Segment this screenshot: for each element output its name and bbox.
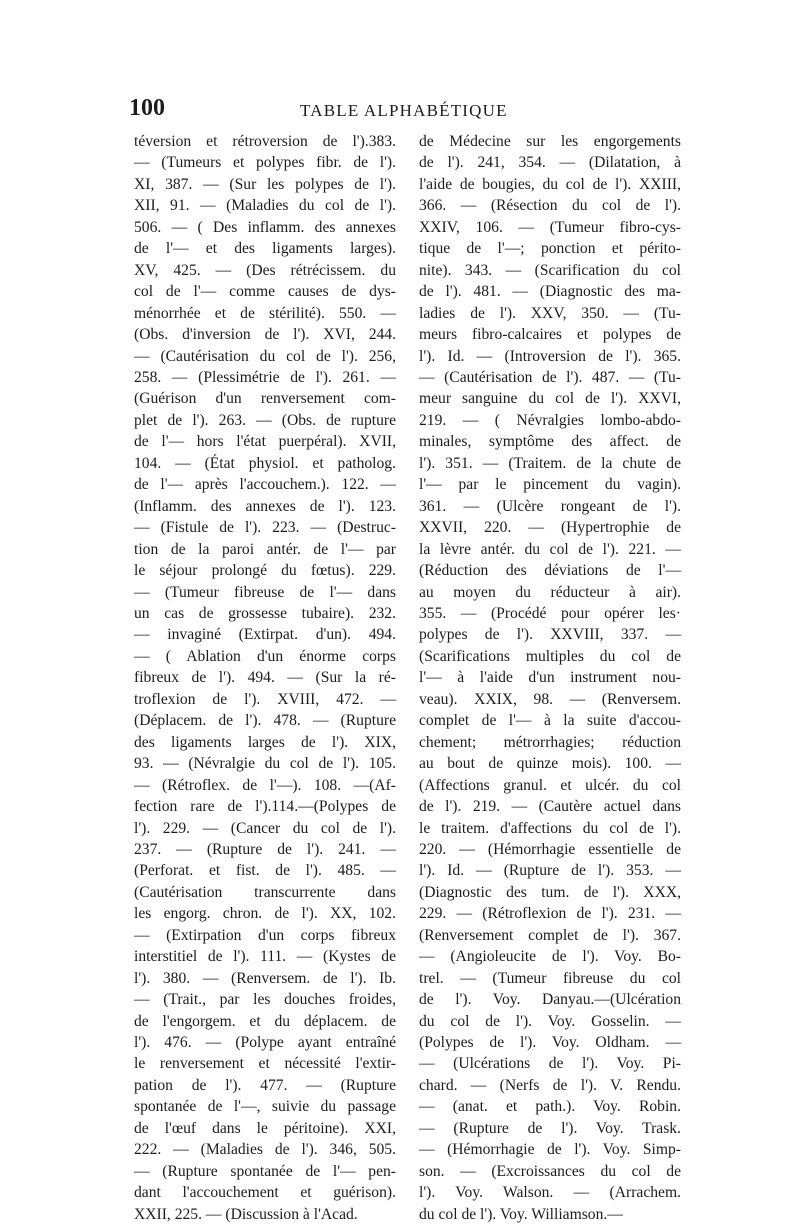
text-line: de l'). 481. — (Diagnostic des ma- [419, 283, 681, 301]
text-line: (Cautérisation transcurrente dans [134, 883, 396, 901]
text-line: l'— par le pincement du vagin). [419, 476, 681, 494]
text-line: 237. — (Rupture de l'). 241. — [134, 840, 396, 858]
text-line: polypes de l'). XXVIII, 337. — [419, 626, 681, 644]
text-line: meur sanguine du col de l'). XXVI, [419, 390, 681, 408]
text-line: 93. — (Névralgie du col de l'). 105. [134, 755, 396, 773]
page-number: 100 [129, 95, 165, 121]
text-line: spontanée de l'—, suivie du passage [134, 1098, 396, 1116]
text-line: de l'— et des ligaments larges). [134, 240, 396, 258]
text-line: — ( Ablation d'un énorme corps [134, 647, 396, 665]
text-line: interstitiel de l'). 111. — (Kystes de [134, 948, 396, 966]
text-line: (Réduction des déviations de l'— [419, 562, 681, 580]
text-line: XXIV, 106. — (Tumeur fibro-cys- [419, 218, 681, 236]
text-line: (Affections granul. et ulcér. du col [419, 776, 681, 794]
text-line: (Diagnostic des tum. de l'). XXX, [419, 883, 681, 901]
text-line: l'). 351. — (Traitem. de la chute de [419, 454, 681, 472]
text-line: XXII, 225. — (Discussion à l'Acad. [134, 1205, 358, 1223]
text-line: fibreux de l'). 494. — (Sur la ré- [134, 669, 396, 687]
text-line: l'). Id. — (Introversion de l'). 365. [419, 347, 681, 365]
text-line: son. — (Excroissances du col de [419, 1162, 681, 1180]
text-line: (Perforat. et fist. de l'). 485. — [134, 862, 396, 880]
text-line: tique de l'—; ponction et périto- [419, 240, 681, 258]
text-line: 361. — (Ulcère rongeant de l'). [419, 497, 681, 515]
text-line: troflexion de l'). XVIII, 472. — [134, 690, 396, 708]
text-line: — (Angioleucite de l'). Voy. Bo- [419, 948, 681, 966]
text-line: de l'— hors l'état puerpéral). XVII, [134, 433, 396, 451]
text-line: l'). Id. — (Rupture de l'). 353. — [419, 862, 681, 880]
text-line: — (Cautérisation de l'). 487. — (Tu- [419, 368, 681, 386]
text-line: (Déplacem. de l'). 478. — (Rupture [134, 712, 396, 730]
text-line: chement; métrorrhagies; réduction [419, 733, 681, 751]
text-line: 366. — (Résection du col de l'). [419, 197, 681, 215]
text-line: 219. — ( Névralgies lombo-abdo- [419, 411, 681, 429]
text-line: au moyen du réducteur à air). [419, 583, 681, 601]
text-line: ladies de l'). XXV, 350. — (Tu- [419, 304, 681, 322]
running-title: TABLE ALPHABÉTIQUE [300, 101, 508, 120]
text-line: — (anat. et path.). Voy. Robin. [419, 1098, 681, 1116]
text-line: — (Tumeurs et polypes fibr. de l'). [134, 154, 396, 172]
text-line: (Scarifications multiples du col de [419, 647, 681, 665]
text-line: — (Fistule de l'). 223. — (Destruc- [134, 519, 396, 537]
text-line: — (Rupture de l'). Voy. Trask. [419, 1119, 681, 1137]
text-line: nite). 343. — (Scarification du col [419, 261, 681, 279]
text-line: pation de l'). 477. — (Rupture [134, 1076, 396, 1094]
text-line: (Inflamm. des annexes de l'). 123. [134, 497, 396, 515]
text-line: le séjour prolongé du fœtus). 229. [134, 562, 396, 580]
text-line: de l'œuf dans le péritoine). XXI, [134, 1119, 396, 1137]
text-line: chard. — (Nerfs de l'). V. Rendu. [419, 1076, 681, 1094]
text-line: tion de la paroi antér. de l'— par [134, 540, 396, 558]
right-column [419, 131, 681, 1225]
text-line: — (Rétroflex. de l'—). 108. —(Af- [134, 776, 396, 794]
text-line: (Polypes de l'). Voy. Oldham. — [419, 1034, 681, 1052]
text-line: téversion et rétroversion de l').383. [134, 133, 396, 150]
text-line: du col de l'). Voy. Gosselin. — [419, 1012, 681, 1030]
text-line: XII, 91. — (Maladies du col de l'). [134, 197, 396, 215]
text-line: (Guérison d'un renversement com- [134, 390, 396, 408]
text-line: 506. — ( Des inflamm. des annexes [134, 218, 396, 236]
text-line: — invaginé (Extirpat. d'un). 494. [134, 626, 396, 644]
text-line: fection rare de l').114.—(Polypes de [134, 798, 396, 816]
text-line: 222. — (Maladies de l'). 346, 505. [134, 1141, 396, 1159]
text-line: la lèvre antér. du col de l'). 221. — [419, 540, 681, 558]
text-line: de l'engorgem. et du déplacem. de [134, 1012, 396, 1030]
text-line: minales, symptôme des affect. de [419, 433, 681, 451]
text-line: XI, 387. — (Sur les polypes de l'). [134, 175, 396, 193]
text-line: 220. — (Hémorrhagie essentielle de [419, 840, 681, 858]
text-line: des ligaments larges de l'). XIX, [134, 733, 396, 751]
text-line: — (Trait., par les douches froides, [134, 991, 396, 1009]
text-line: de l'). Voy. Danyau.—(Ulcération [419, 991, 681, 1009]
text-line: 355. — (Procédé pour opérer les· [419, 604, 681, 622]
text-line: meurs fibro-calcaires et polypes de [419, 326, 681, 344]
text-line: — (Ulcérations de l'). Voy. Pi- [419, 1055, 681, 1073]
text-line: l'). 380. — (Renversem. de l'). Ib. [134, 969, 396, 987]
text-line: XV, 425. — (Des rétrécissem. du [134, 261, 396, 279]
text-line: — (Tumeur fibreuse de l'— dans [134, 583, 396, 601]
text-line: — (Hémorrhagie de l'). Voy. Simp- [419, 1141, 681, 1159]
text-line: ménorrhée et de stérilité). 550. — [134, 304, 396, 322]
text-line: un cas de grossesse tubaire). 232. [134, 604, 396, 622]
text-line: au bout de quinze mois). 100. — [419, 755, 681, 773]
text-line: l'— à l'aide d'un instrument nou- [419, 669, 681, 687]
text-line: l'). 229. — (Cancer du col de l'). [134, 819, 396, 837]
text-line: l'). 476. — (Polype ayant entraîné [134, 1034, 396, 1052]
text-line: trel. — (Tumeur fibreuse du col [419, 969, 681, 987]
text-line: de Médecine sur les engorgements [419, 133, 681, 150]
text-line: — (Rupture spontanée de l'— pen- [134, 1162, 396, 1180]
left-column [134, 131, 396, 1225]
text-line: du col de l'). Voy. Williamson.— [419, 1205, 623, 1223]
text-line: 104. — (État physiol. et patholog. [134, 454, 396, 472]
text-line: XXVII, 220. — (Hypertrophie de [419, 519, 681, 537]
text-line: (Obs. d'inversion de l'). XVI, 244. [134, 326, 396, 344]
text-line: — (Extirpation d'un corps fibreux [134, 926, 396, 944]
text-line: dant l'accouchement et guérison). [134, 1184, 396, 1202]
text-line: 229. — (Rétroflexion de l'). 231. — [419, 905, 681, 923]
text-line: de l'). 241, 354. — (Dilatation, à [419, 154, 681, 172]
text-line: les engorg. chron. de l'). XX, 102. [134, 905, 396, 923]
text-line: l'aide de bougies, du col de l'). XXIII, [419, 175, 681, 193]
text-line: le renversement et nécessité l'extir- [134, 1055, 396, 1073]
text-line: l'). Voy. Walson. — (Arrachem. [419, 1184, 681, 1202]
text-line: — (Cautérisation du col de l'). 256, [134, 347, 396, 365]
text-line: plet de l'). 263. — (Obs. de rupture [134, 411, 396, 429]
text-line: 258. — (Plessimétrie de l'). 261. — [134, 368, 396, 386]
text-line: (Renversement complet de l'). 367. [419, 926, 681, 944]
text-line: de l'— après l'accouchem.). 122. — [134, 476, 396, 494]
text-line: complet de l'— à la suite d'accou- [419, 712, 681, 730]
text-line: le traitem. d'affections du col de l'). [419, 819, 681, 837]
text-line: de l'). 219. — (Cautère actuel dans [419, 798, 681, 816]
text-line: col de l'— comme causes de dys- [134, 283, 396, 301]
text-line: veau). XXIX, 98. — (Renversem. [419, 690, 681, 708]
